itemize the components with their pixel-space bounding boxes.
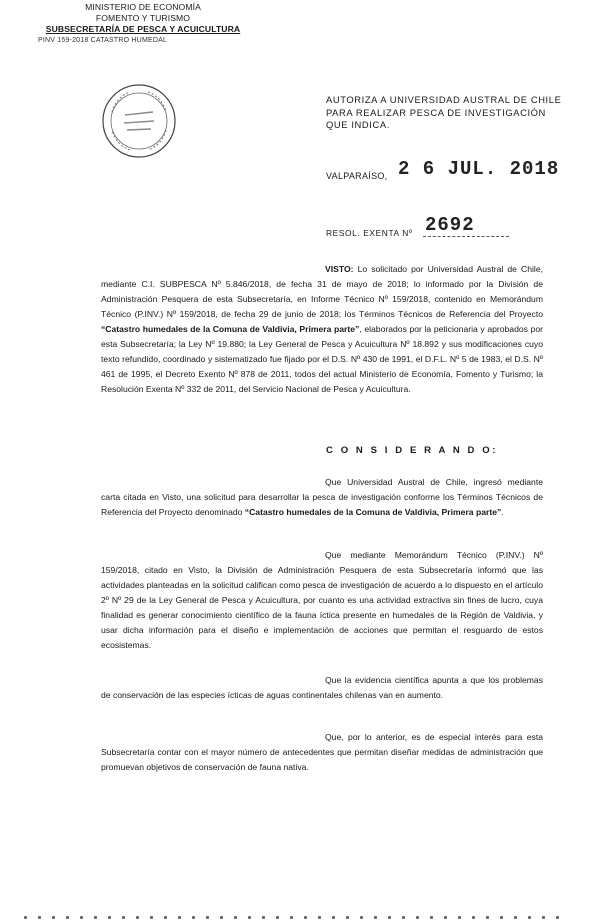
subsecretaria-line: SUBSECRETARÍA DE PESCA Y ACUICULTURA — [45, 24, 241, 34]
resolution-title: AUTORIZA A UNIVERSIDAD AUSTRAL DE CHILE PARA REALIZAR PESCA DE INVESTIGACIÓN QUE INDICA. — [326, 94, 562, 130]
reference-code: PINV 159-2018 CATASTRO HUMEDAL — [38, 37, 168, 44]
c2-text: Que mediante Memorándum Técnico (P.INV.) Nº 159/2018, citado en Visto, la División de Administración Pesquera de esta Subsecretaría informó que las actividades planteadas en la solicitud califican como pesca de investigación de acuerdo a lo dispuesto en el artículo 2º Nº 29 de la Ley General de Pesca y Acuicultura, por cuanto es una actividad extractiva sin fines de lucro, cuya finalidad es generar conocimiento científico de la fauna íctica presente en humedales de la Región de Valdivia, y usar dicha información para el diseño e implementación de acciones que permitan el resguardo de estos ecosistemas. — [101, 550, 543, 650]
place-label: VALPARAÍSO, — [326, 171, 388, 181]
ministry-line-2: FOMENTO Y TURISMO — [95, 13, 191, 23]
visto-text-2: , elaborados por la peticionaria y aprobados por esta Subsecretaría; la Ley Nº 19.880; la Ley General de Pesca y Acuicultura Nº 18.892 y sus modificaciones cuyo texto refundido, coordinado y sistematizado fue fijado por el D.S. Nº 430 de 1991, el D.F.L. Nº 5 de 1983, el D.S. Nº 461 de 1995, el Decreto Exento Nº 878 de 2011, todos del actual Ministerio de Economía, Fomento y Turismo; la Resolución Exenta Nº 332 de 2011, del Servicio Nacional de Pesca y Acuicultura. — [101, 324, 543, 394]
visto-label: VISTO: — [325, 264, 354, 274]
c4-text: Que, por lo anterior, es de especial interés para esta Subsecretaría contar con el mayor número de antecedentes que permitan diseñar medidas de administración que promuevan objetivos de conservación de fauna nativa. — [101, 732, 543, 772]
considerando-3 — [101, 673, 543, 703]
ministry-line-1: MINISTERIO DE ECONOMÍA — [85, 2, 201, 12]
handwritten-date: 2 6 JUL. 2018 — [398, 158, 560, 180]
considerando-2 — [101, 548, 543, 653]
visto-text-1: Lo solicitado por Universidad Austral de Chile, mediante C.I. SUBPESCA Nº 5.846/2018, de fecha 31 de mayo de 2018; lo informado por la División de Administración Pesquera de esta Subsecretaría, en Informe Técnico Nº 159/2018, contenido en Memorándum Técnico (P.INV.) Nº 159/2018, de fecha 29 de junio de 2018; los Términos Técnicos de Referencia del Proyecto — [101, 264, 543, 319]
scan-edge-dots — [24, 906, 584, 914]
considerando-4 — [101, 730, 543, 775]
resolution-number-line — [423, 236, 509, 237]
official-seal-icon — [100, 82, 178, 160]
c1-text: Que Universidad Austral de Chile, ingresó mediante carta citada en Visto, una solicitud para desarrollar la pesca de investigación conforme los Términos Técnicos de Referencia del Proyecto denominado — [101, 477, 543, 517]
resolution-number: 2692 — [425, 214, 475, 236]
resolution-label: RESOL. EXENTA Nº — [326, 228, 413, 238]
c1-project-name: “Catastro humedales de la Comuna de Valdivia, Primera parte” — [244, 507, 502, 517]
letterhead — [38, 2, 248, 46]
considerando-1 — [101, 475, 543, 520]
considerando-heading: C O N S I D E R A N D O: — [326, 445, 499, 456]
visto-paragraph — [101, 262, 543, 397]
visto-project-name: “Catastro humedales de la Comuna de Valdivia, Primera parte” — [101, 324, 360, 334]
c1-end: . — [501, 507, 504, 517]
c3-text: Que la evidencia científica apunta a que los problemas de conservación de las especies ícticas de aguas continentales chilenas van en aumento. — [101, 675, 543, 700]
